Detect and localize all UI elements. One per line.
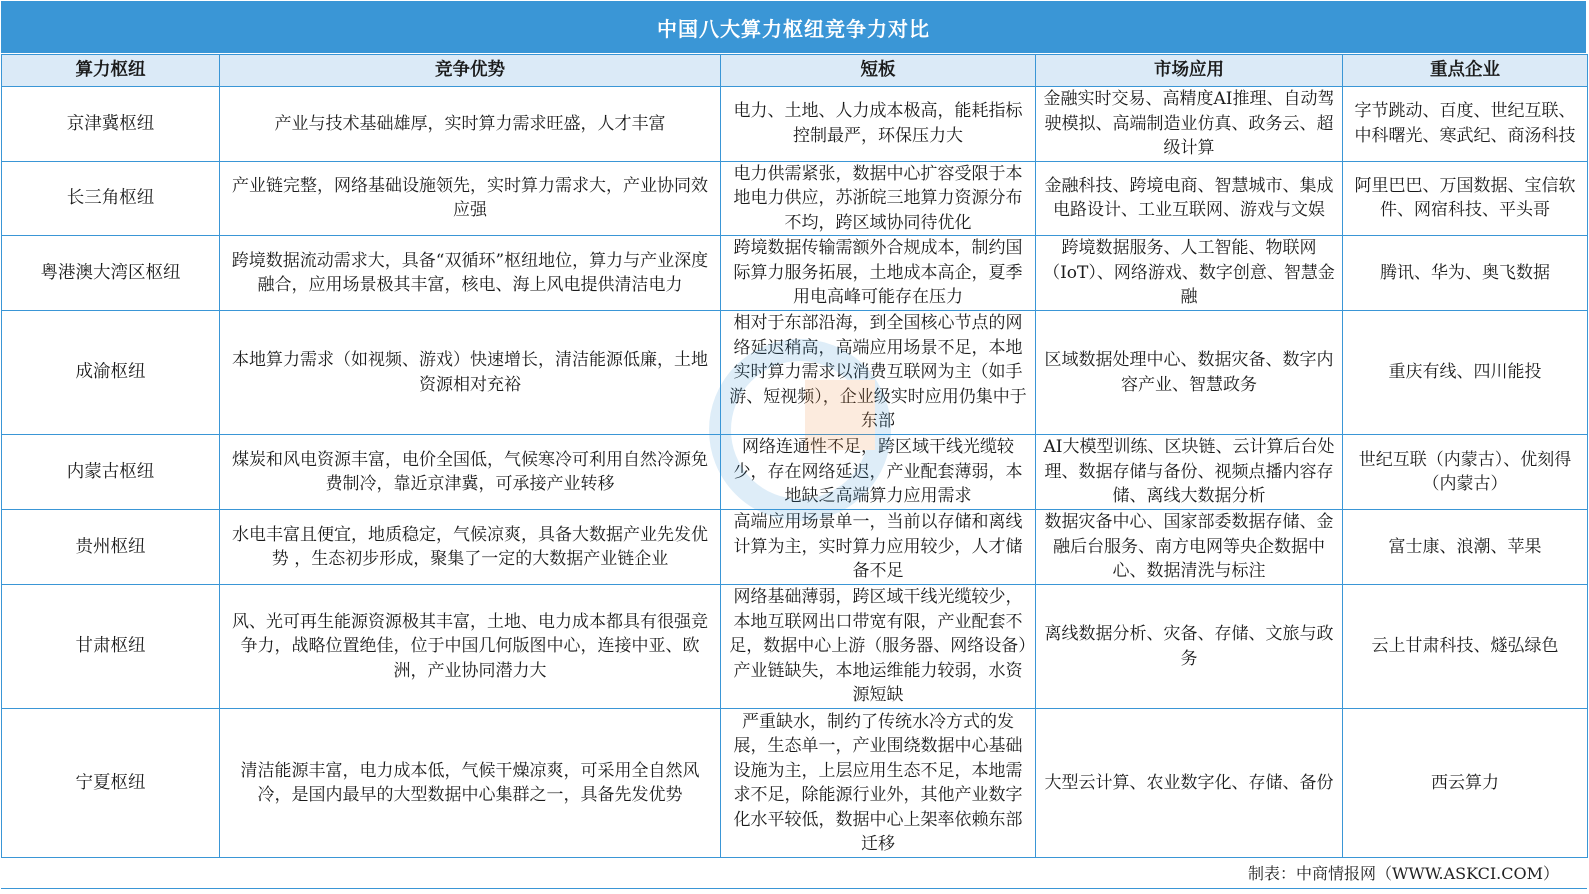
market-cell: 跨境数据服务、人工智能、物联网（IoT）、网络游戏、数字创意、智慧金融 xyxy=(1036,236,1343,311)
advantage-cell: 风、光可再生能源资源极其丰富，土地、电力成本都具有很强竞争力，战略位置绝佳，位于中国几何版图中心，连接中亚、欧洲，产业协同潜力大 xyxy=(220,585,721,709)
table-row xyxy=(2,87,1588,162)
comparison-table xyxy=(1,54,1588,858)
header-companies: 重点企业 xyxy=(1343,55,1588,87)
market-cell: 离线数据分析、灾备、存储、文旅与政务 xyxy=(1036,585,1343,709)
header-market: 市场应用 xyxy=(1036,55,1343,87)
table-row xyxy=(2,585,1588,709)
hub-name: 甘肃枢纽 xyxy=(2,585,220,709)
companies-cell: 西云算力 xyxy=(1343,709,1588,858)
weakness-cell: 网络连通性不足，跨区域干线光缆较少，存在网络延迟，产业配套薄弱，本地缺乏高端算力应用需求 xyxy=(721,435,1036,510)
market-cell: 金融实时交易、高精度AI推理、自动驾驶模拟、高端制造业仿真、政务云、超级计算 xyxy=(1036,87,1343,162)
advantage-cell: 清洁能源丰富，电力成本低，气候干燥凉爽，可采用全自然风冷，是国内最早的大型数据中心集群之一，具备先发优势 xyxy=(220,709,721,858)
hub-name: 京津冀枢纽 xyxy=(2,87,220,162)
hub-name: 宁夏枢纽 xyxy=(2,709,220,858)
hub-name: 贵州枢纽 xyxy=(2,510,220,585)
hub-name: 成渝枢纽 xyxy=(2,311,220,435)
table-row xyxy=(2,236,1588,311)
header-advantage: 竞争优势 xyxy=(220,55,721,87)
advantage-cell: 水电丰富且便宜，地质稳定，气候凉爽，具备大数据产业先发优势 ，生态初步形成，聚集了一定的大数据产业链企业 xyxy=(220,510,721,585)
market-cell: AI大模型训练、区块链、云计算后台处理、数据存储与备份、视频点播内容存储、离线大数据分析 xyxy=(1036,435,1343,510)
market-cell: 大型云计算、农业数字化、存储、备份 xyxy=(1036,709,1343,858)
weakness-cell: 跨境数据传输需额外合规成本，制约国际算力服务拓展，土地成本高企，夏季用电高峰可能存在压力 xyxy=(721,236,1036,311)
table-row xyxy=(2,161,1588,236)
weakness-cell: 严重缺水，制约了传统水冷方式的发展，生态单一，产业围绕数据中心基础设施为主，上层应用生态不足，本地需求不足，除能源行业外，其他产业数字化水平较低，数据中心上架率依赖东部迁移 xyxy=(721,709,1036,858)
advantage-cell: 产业链完整，网络基础设施领先，实时算力需求大，产业协同效应强 xyxy=(220,161,721,236)
table-row xyxy=(2,709,1588,858)
hub-name: 长三角枢纽 xyxy=(2,161,220,236)
companies-cell: 阿里巴巴、万国数据、宝信软件、网宿科技、平头哥 xyxy=(1343,161,1588,236)
weakness-cell: 网络基础薄弱，跨区域干线光缆较少，本地互联网出口带宽有限，产业配套不足，数据中心上游（服务器、网络设备）产业链缺失，本地运维能力较弱，水资源短缺 xyxy=(721,585,1036,709)
weakness-cell: 电力供需紧张，数据中心扩容受限于本地电力供应，苏浙皖三地算力资源分布不均，跨区域协同待优化 xyxy=(721,161,1036,236)
advantage-cell: 跨境数据流动需求大，具备“双循环”枢纽地位，算力与产业深度融合，应用场景极其丰富，核电、海上风电提供清洁电力 xyxy=(220,236,721,311)
companies-cell: 云上甘肃科技、燧弘绿色 xyxy=(1343,585,1588,709)
weakness-cell: 高端应用场景单一，当前以存储和离线计算为主，实时算力应用较少，人才储备不足 xyxy=(721,510,1036,585)
table-row xyxy=(2,435,1588,510)
advantage-cell: 产业与技术基础雄厚，实时算力需求旺盛，人才丰富 xyxy=(220,87,721,162)
companies-cell: 腾讯、华为、奥飞数据 xyxy=(1343,236,1588,311)
market-cell: 数据灾备中心、国家部委数据存储、金融后台服务、南方电网等央企数据中心、数据清洗与标注 xyxy=(1036,510,1343,585)
advantage-cell: 煤炭和风电资源丰富，电价全国低，气候寒冷可利用自然冷源免费制冷，靠近京津冀，可承接产业转移 xyxy=(220,435,721,510)
hub-name: 粤港澳大湾区枢纽 xyxy=(2,236,220,311)
footer-divider xyxy=(1,888,1587,889)
companies-cell: 重庆有线、四川能投 xyxy=(1343,311,1588,435)
header-hub: 算力枢纽 xyxy=(2,55,220,87)
table-row xyxy=(2,510,1588,585)
table-title: 中国八大算力枢纽竞争力对比 xyxy=(1,1,1586,53)
market-cell: 区域数据处理中心、数据灾备、数字内容产业、智慧政务 xyxy=(1036,311,1343,435)
header-row xyxy=(2,55,1588,87)
table-row xyxy=(2,311,1588,435)
header-weakness: 短板 xyxy=(721,55,1036,87)
companies-cell: 世纪互联（内蒙古）、优刻得（内蒙古） xyxy=(1343,435,1588,510)
weakness-cell: 相对于东部沿海，到全国核心节点的网络延迟稍高，高端应用场景不足，本地实时算力需求以消费互联网为主（如手游、短视频），企业级实时应用仍集中于东部 xyxy=(721,311,1036,435)
advantage-cell: 本地算力需求（如视频、游戏）快速增长，清洁能源低廉，土地资源相对充裕 xyxy=(220,311,721,435)
companies-cell: 富士康、浪潮、苹果 xyxy=(1343,510,1588,585)
weakness-cell: 电力、土地、人力成本极高，能耗指标控制最严，环保压力大 xyxy=(721,87,1036,162)
companies-cell: 字节跳动、百度、世纪互联、中科曙光、寒武纪、商汤科技 xyxy=(1343,87,1588,162)
market-cell: 金融科技、跨境电商、智慧城市、集成电路设计、工业互联网、游戏与文娱 xyxy=(1036,161,1343,236)
hub-name: 内蒙古枢纽 xyxy=(2,435,220,510)
source-footer: 制表：中商情报网（WWW.ASKCI.COM） xyxy=(1247,863,1559,883)
